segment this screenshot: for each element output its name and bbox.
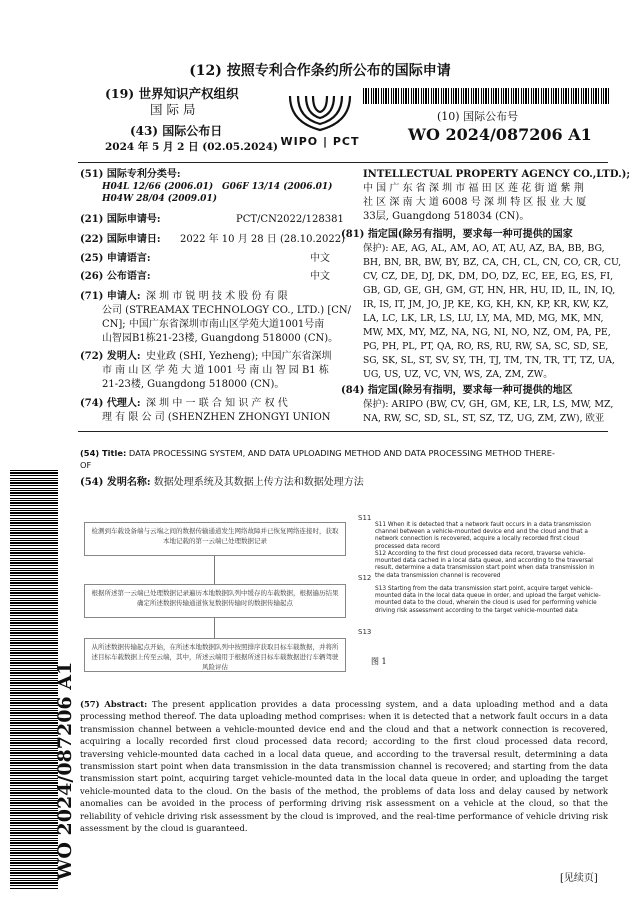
inventor-line-1: 史业政 (SHI, Yezheng); 中国广东省深圳	[146, 351, 332, 362]
header-divider	[78, 162, 608, 163]
appno-value: PCT/CN2022/128381	[236, 214, 344, 225]
inventor-line-3: 21-23楼, Guangdong 518000 (CN)。	[102, 379, 285, 390]
step-desc-s11: S11 When it is detected that a network fault occurs in a data transmission channel between a vehicle-mounted device end and the cloud and that a network connection is recovered, acquire a locally recorded first cloud processed data record	[375, 522, 591, 550]
pubno-value: WO 2024/087206 A1	[408, 125, 592, 144]
states-line-10: UG, US, UZ, VC, VN, WS, ZA, ZM, ZW。	[363, 369, 553, 380]
barcode-side	[10, 470, 58, 890]
agent-line-2: 理 有 限 公 司 (SHENZHEN ZHONGYI UNION	[102, 412, 331, 423]
step-tag-s13: S13	[358, 628, 372, 636]
figure-label: 图 1	[371, 657, 387, 666]
wipo-emblem-icon	[276, 92, 364, 134]
flow-step-1-box: 检测到车载设备端与云端之间的数据传输通道发生网络故障并已恢复网络连接时，获取本地记载的第一云端已处理数据记录	[84, 522, 346, 556]
wipo-logo	[276, 92, 364, 150]
applicant-line-2: 公司 (STREAMAX TECHNOLOGY CO., LTD.) [CN/	[102, 305, 352, 316]
continued-note: [见续页]	[560, 873, 598, 884]
step-desc-s12: S12 According to the first cloud processed data record, traverse vehicle-mounted data cached in a local data queue, and according to the traversal result, determine a data transmission start point when data transmission in the data transmission channel is recovered	[375, 551, 595, 579]
applicant-line-1: 深 圳 市 锐 明 技 术 股 份 有 限	[146, 291, 288, 302]
org-bureau: 国 际 局	[150, 102, 196, 117]
agent-line-3: INTELLECTUAL PROPERTY AGENCY CO.,LTD.);	[363, 169, 631, 180]
step-tag-s11: S11	[358, 514, 372, 522]
pub-language-value: 中文	[310, 271, 330, 282]
pubno-label: (10) 国际公布号	[437, 110, 519, 123]
appno-label: (21) 国际申请号:	[80, 214, 161, 225]
title-zh-label: (54) 发明名称:	[80, 477, 151, 488]
barcode-top	[363, 88, 609, 104]
states-line-6: LA, LC, LK, LR, LS, LU, LY, MA, MD, MG, MK, MN,	[363, 313, 604, 324]
title-en-label: (54) Title:	[80, 448, 127, 458]
abstract-text: The present application provides a data processing system, and a data uploading method and a data processing method thereof. The data uploading method comprises: when it is detected that a network fault occurs in a data transmission channel between a vehicle-mounted device end and the cloud and that a network connection is recovered, acquiring a locally recorded first cloud processed data record; according to the first cloud processed data record, traversing vehicle-mounted data cached in a local data queue, and according to the traversal result, determining a data transmission start point when data transmission in the data transmission channel is recovered; and starting from the data transmission start point, acquiring target vehicle-mounted data in the local data queue in order, and uploading the target vehicle-mounted data to the cloud. On the basis of the method, the problems of data loss and delay caused by network anomalies can be avoided in the process of performing driving risk assessment on a vehicle at the cloud, so that the reliability of vehicle driving risk assessment by the cloud is improved, and the real-time performance of vehicle driving risk assessment by the cloud is guaranteed.	[80, 699, 608, 834]
agent-label: (74) 代理人:	[80, 398, 141, 409]
ipc-label: (51) 国际专利分类号:	[80, 169, 181, 180]
step-tag-s12: S12	[358, 574, 372, 582]
states-line-5: IR, IS, IT, JM, JO, JP, KE, KG, KH, KN, KP, KR, KW, KZ,	[363, 300, 609, 310]
filing-date-value: 2022 年 10 月 28 日 (28.10.2022)	[180, 234, 346, 245]
designated-states-label: (81) 指定国(除另有指明，要求每一种可提供的国家	[341, 229, 573, 240]
states-line-9: SG, SK, SL, ST, SV, SY, TH, TJ, TM, TN, TR, TT, TZ, UA,	[363, 356, 615, 366]
states-line-1: 保护): AE, AG, AL, AM, AO, AT, AU, AZ, BA, BB, BG,	[363, 243, 605, 254]
agent-line-5: 社 区 深 南 大 道 6008 号 深 圳 特 区 报 业 大 厦	[363, 197, 587, 208]
filing-language-value: 中文	[310, 253, 330, 264]
states-line-8: PG, PH, PL, PT, QA, RO, RS, RU, RW, SA, SC, SD, SE,	[363, 341, 609, 352]
applicant-line-4: 山智园B1栋21-23楼, Guangdong 518000 (CN)。	[102, 333, 339, 344]
filing-language-label: (25) 申请语言:	[80, 253, 151, 264]
inventor-label: (72) 发明人:	[80, 351, 141, 362]
abstract	[80, 698, 608, 834]
agent-line-1: 深 圳 中 一 联 合 知 识 产 权 代	[146, 398, 288, 409]
title-en-continuation: OF	[80, 460, 92, 470]
ipc-code-3: H04W 28/04 (2009.01)	[102, 194, 217, 204]
org-name: (19) 世界知识产权组织	[105, 86, 239, 101]
ipc-code-1: H04L 12/66 (2006.01)	[102, 182, 214, 192]
abstract-label: (57) Abstract:	[80, 699, 148, 709]
regional-states-label: (84) 指定国(除另有指明，要求每一种可提供的地区	[341, 385, 573, 396]
agent-line-6: 33层, Guangdong 518034 (CN)。	[363, 211, 530, 222]
states-line-4: GB, GD, GE, GH, GM, GT, HN, HR, HU, ID, IL, IN, IQ,	[363, 285, 616, 296]
wipo-pct-text: WIPO | PCT	[280, 135, 360, 148]
regional-line-1: 保护): ARIPO (BW, CV, GH, GM, KE, LR, LS, MW, MZ,	[363, 399, 614, 410]
step-desc-s13: S13 Starting from the data transmission start point, acquire target vehicle-mounted data in the local data queue in order, and upload the target vehicle-mounted data to the cloud, wherein the cloud is used for performing vehicle driving risk assessment according to the target vehicle-mounted data	[375, 586, 601, 614]
document-title: (12) 按照专利合作条约所公布的国际申请	[189, 63, 451, 79]
pubdate-value: 2024 年 5 月 2 日 (02.05.2024)	[105, 141, 278, 153]
applicant-label: (71) 申请人:	[80, 291, 141, 302]
applicant-line-3: CN]; 中国广东省深圳市南山区学苑大道1001号南	[102, 319, 325, 330]
title-en	[80, 447, 555, 460]
biblio-divider	[78, 431, 608, 432]
states-line-7: MW, MX, MY, MZ, NA, NG, NI, NO, NZ, OM, PA, PE,	[363, 327, 611, 338]
flow-arrow-1	[214, 556, 215, 584]
side-publication-number: WO 2024/087206 A1	[54, 661, 76, 880]
flow-arrow-2	[214, 618, 215, 638]
ipc-code-2: G06F 13/14 (2006.01)	[222, 182, 333, 192]
states-line-2: BH, BN, BR, BW, BY, BZ, CA, CH, CL, CN, CO, CR, CU,	[363, 257, 622, 268]
regional-line-2: NA, RW, SC, SD, SL, ST, SZ, TZ, UG, ZM, ZW), 欧亚	[363, 413, 605, 424]
title-zh	[80, 476, 364, 490]
states-line-3: CV, CZ, DE, DJ, DK, DM, DO, DZ, EC, EE, EG, ES, FI,	[363, 271, 614, 282]
flow-step-2-box: 根据所述第一云端已处理数据记录遍历本地数据队列中缓存的车载数据，根据遍历结果确定所述数据传输通道恢复数据传输时的数据传输起点	[84, 584, 346, 618]
title-en-value: DATA PROCESSING SYSTEM, AND DATA UPLOADING METHOD AND DATA PROCESSING METHOD THERE-	[128, 448, 555, 458]
pubdate-label: (43) 国际公布日	[130, 124, 223, 138]
pub-language-label: (26) 公布语言:	[80, 271, 151, 282]
filing-date-label: (22) 国际申请日:	[80, 234, 161, 245]
inventor-line-2: 市 南 山 区 学 苑 大 道 1001 号 南 山 智 园 B1 栋	[102, 365, 329, 376]
title-zh-value: 数据处理系统及其数据上传方法和数据处理方法	[153, 477, 364, 488]
flow-step-3-box: 从所述数据传输起点开始，在所述本地数据队列中按照排序获取目标车载数据，并将所述目标车载数据上传至云端，其中，所述云端用于根据所述目标车载数据进行车辆驾驶风险评估	[84, 638, 346, 672]
agent-line-4: 中 国 广 东 省 深 圳 市 福 田 区 莲 花 街 道 紫 荆	[363, 183, 584, 194]
